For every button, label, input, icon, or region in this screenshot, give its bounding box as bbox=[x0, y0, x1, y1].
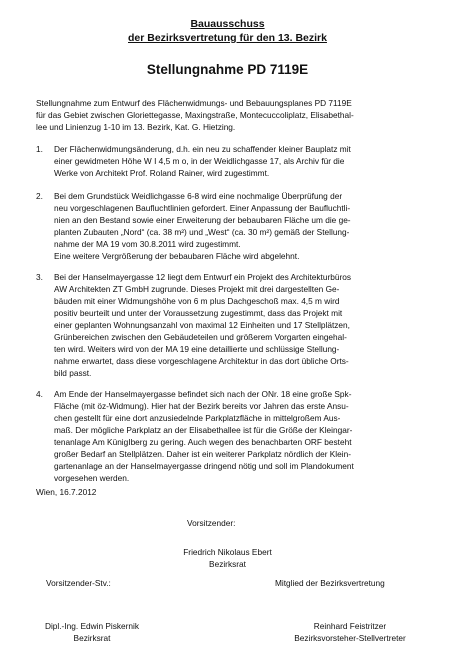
item-2-text bbox=[54, 190, 351, 262]
item-line: Der Flächenwidmungsänderung, d.h. ein neu zu schaffender kleiner Bauplatz mit bbox=[54, 144, 351, 154]
item-line: chen gestellt für eine dort anzusiedelnde Parkplatzfläche in mittelgroßem Aus- bbox=[54, 413, 341, 423]
item-number: 3. bbox=[36, 272, 43, 282]
item-line: einer geplanten Wohnungsanzahl von maximal 12 Einheiten und 17 Stellplätzen, bbox=[54, 320, 350, 330]
chair-label: Vorsitzender: bbox=[187, 518, 236, 528]
item-line: nahme der MA 19 vom 30.8.2011 wird zugestimmt. bbox=[54, 239, 241, 249]
item-line: maß. Der mögliche Parkplatz an der Elisabethallee ist für die Größe der Kleingar- bbox=[54, 425, 353, 435]
deputy-label: Vorsitzender-Stv.: bbox=[46, 578, 111, 588]
item-line: neu vorgeschlagenen Baufluchtlinien gefordert. Einer Anpassung der Baufluchtli- bbox=[54, 203, 351, 213]
intro-paragraph bbox=[36, 97, 354, 133]
item-line: einer gewidmeten Höhe W I 4,5 m o, in der Weidlichgasse 17, als Archiv für die bbox=[54, 156, 345, 166]
chair-role: Bezirksrat bbox=[209, 559, 246, 569]
item-line: nien an den Bestand sowie einer Erweiterung der bebaubaren Fläche um die ge- bbox=[54, 215, 351, 225]
item-line: ten wird. Weiters wird von der MA 19 eine detaillierte und schlüssige Stellung- bbox=[54, 344, 340, 354]
item-1-text bbox=[54, 143, 351, 179]
chair-name: Friedrich Nikolaus Ebert bbox=[183, 547, 272, 557]
item-line: vorgesehen werden. bbox=[54, 473, 130, 483]
item-line: planten Zubauten „Nord“ (ca. 38 m²) und „West“ (ca. 30 m²) gemäß der Stellung- bbox=[54, 227, 350, 237]
item-line: bäuden mit einer Widmungshöhe von 6 m plus Dachgeschoß max. 4,5 m wird bbox=[54, 296, 340, 306]
deputy-name: Dipl.-Ing. Edwin Piskernik bbox=[44, 621, 140, 631]
member-name: Reinhard Feistritzer bbox=[313, 621, 387, 631]
intro-line: lee und Linienzug 1-10 im 13. Bezirk, Kat. G. Hietzing. bbox=[36, 122, 236, 132]
place-date: Wien, 16.7.2012 bbox=[36, 487, 97, 497]
item-line: positiv beurteilt und unter der Voraussetzung zugestimmt, dass das Projekt mit bbox=[54, 308, 343, 318]
item-line: nahme erwartet, dass diese vorgeschlagene Architektur in das dort übliche Orts- bbox=[54, 356, 349, 366]
document-title: Stellungnahme PD 7119E bbox=[146, 62, 309, 77]
item-number: 2. bbox=[36, 191, 43, 201]
intro-line: für das Gebiet zwischen Gloriettegasse, Maxingstraße, Montecuccoliplatz, Elisabethal- bbox=[36, 110, 354, 120]
item-line: gartenanlage an der Hanselmayergasse dringend nötig und soll im Plandokument bbox=[54, 461, 354, 471]
committee-name: Bauausschuss bbox=[190, 18, 265, 30]
item-4-text bbox=[54, 388, 354, 484]
deputy-role: Bezirksrat bbox=[73, 633, 111, 643]
item-3-text bbox=[54, 271, 351, 379]
item-line: Fläche (mit öz-Widmung). Hier hat der Bezirk bereits vor Jahren das erste Ansu- bbox=[54, 401, 349, 411]
item-line: Grünbereichen zwischen den Gebäudeteilen und größerem Vorgarten eingehal- bbox=[54, 332, 347, 342]
committee-subtitle: der Bezirksvertretung für den 13. Bezirk bbox=[128, 32, 327, 44]
item-line: Am Ende der Hanselmayergasse befindet sich nach der ONr. 18 eine große Spk- bbox=[54, 389, 352, 399]
item-line: Werke von Architekt Prof. Roland Rainer, wird zugestimmt. bbox=[54, 168, 270, 178]
item-number: 4. bbox=[36, 389, 43, 399]
intro-line: Stellungnahme zum Entwurf des Flächenwidmungs- und Bebauungsplanes PD 7119E bbox=[36, 98, 352, 108]
member-label: Mitglied der Bezirksvertretung bbox=[275, 578, 385, 588]
item-number: 1. bbox=[36, 144, 43, 154]
item-line: Eine weitere Vergrößerung der bebaubaren Fläche wird abgelehnt. bbox=[54, 251, 300, 261]
item-line: Bei dem Grundstück Weidlichgasse 6-8 wird eine nochmalige Überprüfung der bbox=[54, 191, 343, 201]
item-line: Bei der Hanselmayergasse 12 liegt dem Entwurf ein Projekt des Architekturbüros bbox=[54, 272, 351, 282]
item-line: großer Bedarf an Stellplätzen. Daher ist ein weiterer Parkplatz nördlich der Klein- bbox=[54, 449, 351, 459]
item-line: bild passt. bbox=[54, 368, 92, 378]
item-line: tenanlage Am KünigIberg zu gering. Auch wegen des benachbarten ORF besteht bbox=[54, 437, 352, 447]
item-line: AW Architekten ZT GmbH zugrunde. Dieses Projekt mit drei dargestellten Ge- bbox=[54, 284, 340, 294]
member-role: Bezirksvorsteher-Stellvertreter bbox=[294, 633, 406, 643]
